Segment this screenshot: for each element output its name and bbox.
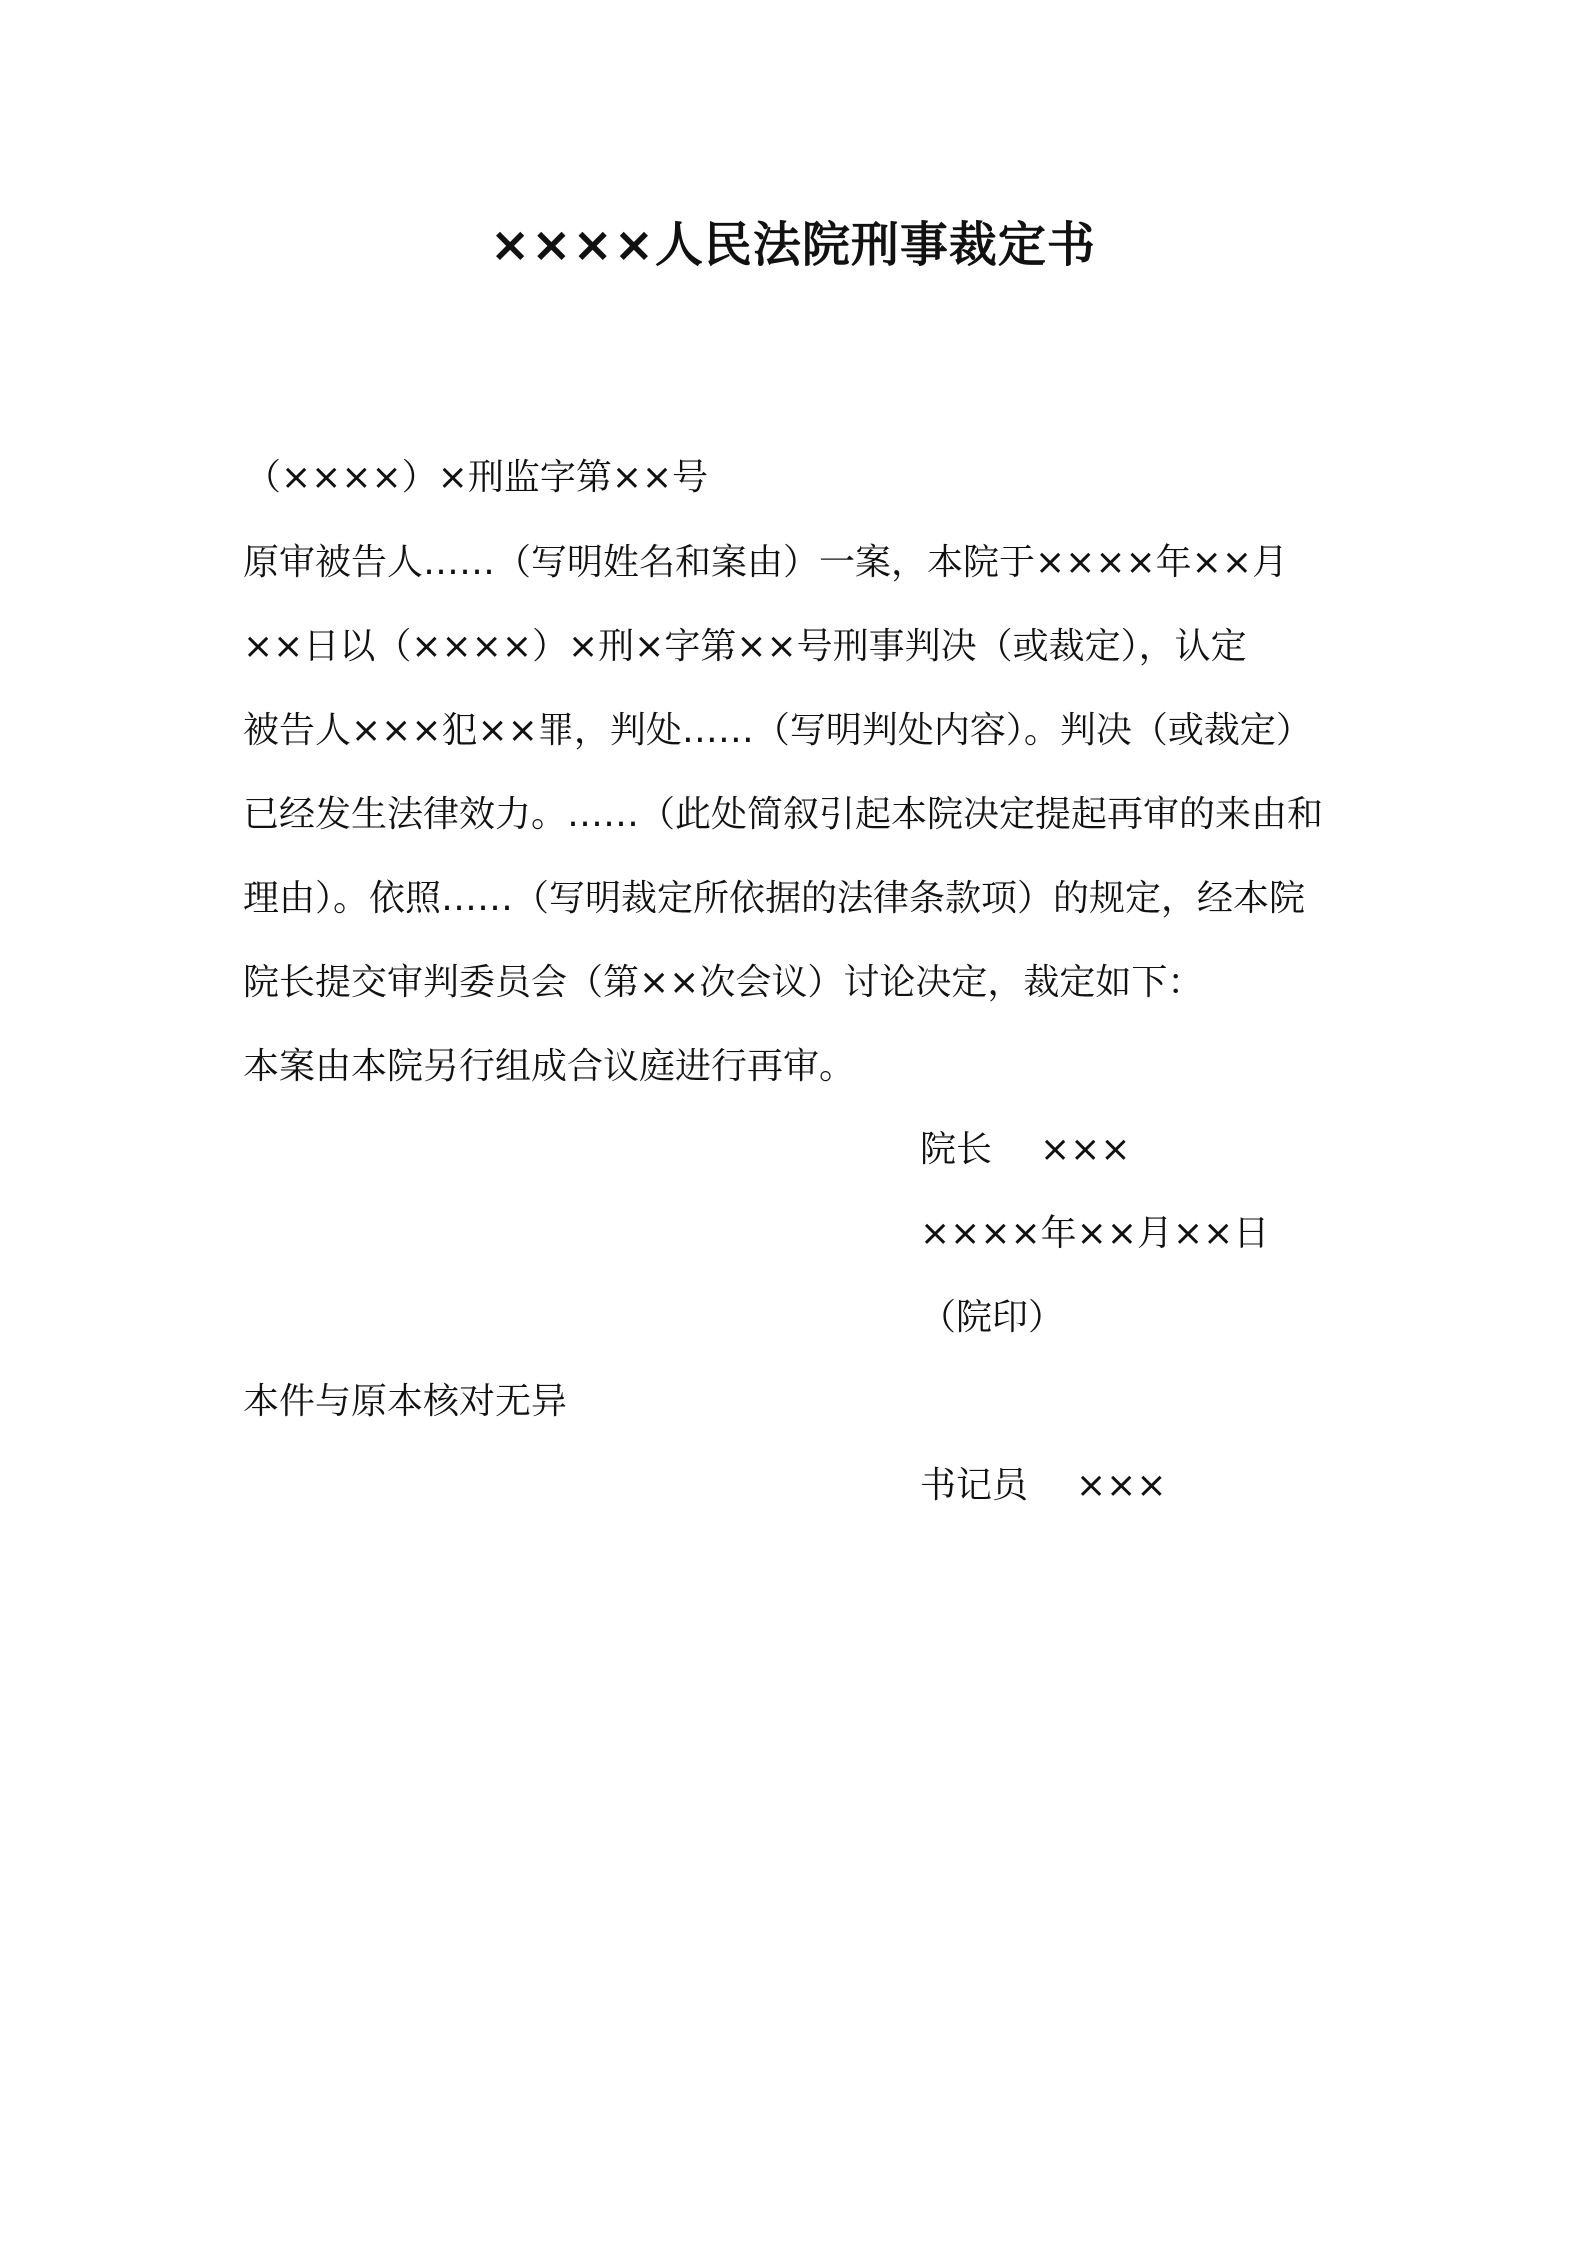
ruling-line: 本案由本院另行组成合议庭进行再审。 bbox=[243, 1046, 856, 1087]
body-line-2: ××日以（××××）×刑×字第××号刑事判决（或裁定），认定 bbox=[243, 626, 1247, 667]
document-title: ××××人民法院刑事裁定书 bbox=[490, 217, 1096, 273]
clerk-name: ××× bbox=[1076, 1465, 1167, 1506]
body-line-5: 理由）。依照……（写明裁定所依据的法律条款项）的规定，经本院 bbox=[243, 878, 1306, 919]
president-name: ××× bbox=[1040, 1129, 1131, 1170]
body-line-1: 原审被告人……（写明姓名和案由）一案，本院于××××年××月 bbox=[243, 542, 1288, 583]
clerk-title: 书记员 bbox=[920, 1465, 1029, 1506]
president-title: 院长 bbox=[920, 1129, 993, 1170]
body-line-4: 已经发生法律效力。……（此处简叙引起本院决定提起再审的来由和 bbox=[243, 794, 1324, 835]
ruling-date: ××××年××月××日 bbox=[920, 1213, 1270, 1254]
clerk-signature bbox=[920, 1460, 1167, 1512]
certification-note: 本件与原本核对无异 bbox=[243, 1381, 568, 1422]
president-signature bbox=[920, 1124, 1131, 1176]
court-seal: （院印） bbox=[920, 1297, 1065, 1338]
body-line-6: 院长提交审判委员会（第××次会议）讨论决定，裁定如下： bbox=[243, 962, 1204, 1003]
case-number: （××××）×刑监字第××号 bbox=[245, 457, 709, 498]
body-line-3: 被告人×××犯××罪，判处……（写明判处内容）。判决（或裁定） bbox=[243, 710, 1312, 751]
